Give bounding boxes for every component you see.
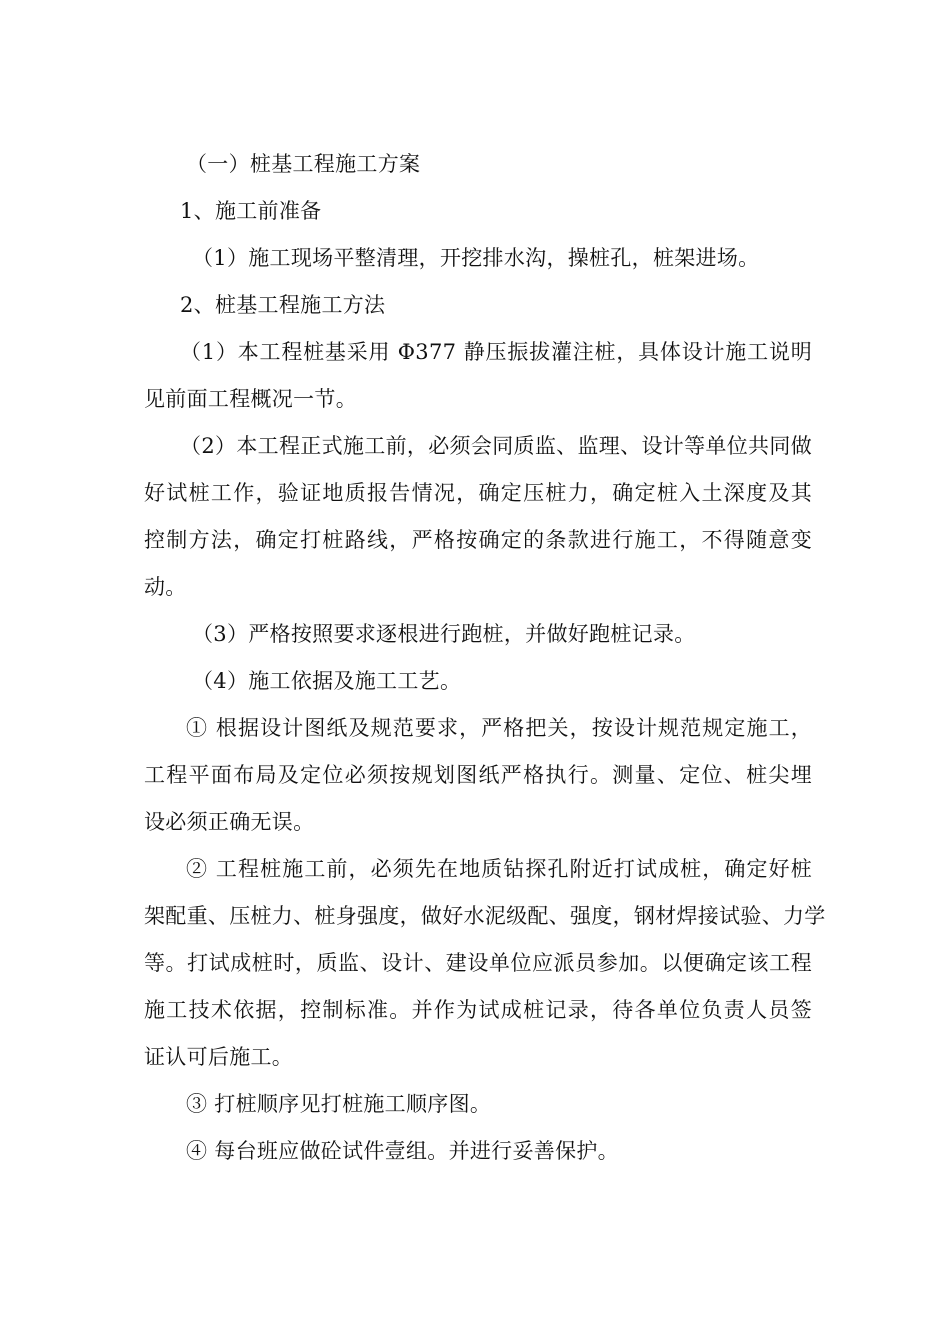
paragraph-line: ④ 每台班应做砼试件壹组。并进行妥善保护。 bbox=[186, 1139, 619, 1163]
paragraph-line: （2）本工程正式施工前，必须会同质监、监理、设计等单位共同做 bbox=[180, 434, 812, 458]
paragraph-line: ② 工程桩施工前，必须先在地质钻探孔附近打试成桩，确定好桩 bbox=[186, 857, 812, 881]
paragraph-line: 设必须正确无误。 bbox=[144, 810, 315, 834]
paragraph-line: 施工技术依据，控制标准。并作为试成桩记录，待各单位负责人员签 bbox=[144, 998, 812, 1022]
paragraph-line: （3）严格按照要求逐根进行跑桩，并做好跑桩记录。 bbox=[192, 622, 696, 646]
paragraph-line: ③ 打桩顺序见打桩施工顺序图。 bbox=[186, 1092, 492, 1116]
paragraph-line: 证认可后施工。 bbox=[144, 1045, 294, 1069]
paragraph-line: 好试桩工作，验证地质报告情况，确定压桩力，确定桩入土深度及其 bbox=[144, 481, 812, 505]
paragraph-line: 控制方法，确定打桩路线，严格按确定的条款进行施工，不得随意变 bbox=[144, 528, 812, 552]
paragraph-line: ① 根据设计图纸及规范要求，严格把关，按设计规范规定施工， bbox=[186, 716, 812, 740]
section-heading: （一）桩基工程施工方案 bbox=[186, 152, 421, 176]
paragraph-line: 等。打试成桩时，质监、设计、建设单位应派员参加。以便确定该工程 bbox=[144, 951, 812, 975]
subsection-heading-1: 1、施工前准备 bbox=[180, 199, 322, 223]
paragraph-line: 见前面工程概况一节。 bbox=[144, 387, 357, 411]
paragraph-line: （1）本工程桩基采用 Φ377 静压振拔灌注桩，具体设计施工说明 bbox=[180, 340, 812, 364]
paragraph-line: 架配重、压桩力、桩身强度，做好水泥级配、强度，钢材焊接试验、力学 bbox=[144, 904, 826, 928]
paragraph-line: （1）施工现场平整清理，开挖排水沟，操桩孔，桩架进场。 bbox=[192, 246, 760, 270]
paragraph-line: 工程平面布局及定位必须按规划图纸严格执行。测量、定位、桩尖埋 bbox=[144, 763, 812, 787]
paragraph-line: 动。 bbox=[144, 575, 187, 599]
document-body bbox=[144, 141, 826, 1175]
subsection-heading-2: 2、桩基工程施工方法 bbox=[180, 293, 386, 317]
paragraph-line: （4）施工依据及施工工艺。 bbox=[192, 669, 462, 693]
